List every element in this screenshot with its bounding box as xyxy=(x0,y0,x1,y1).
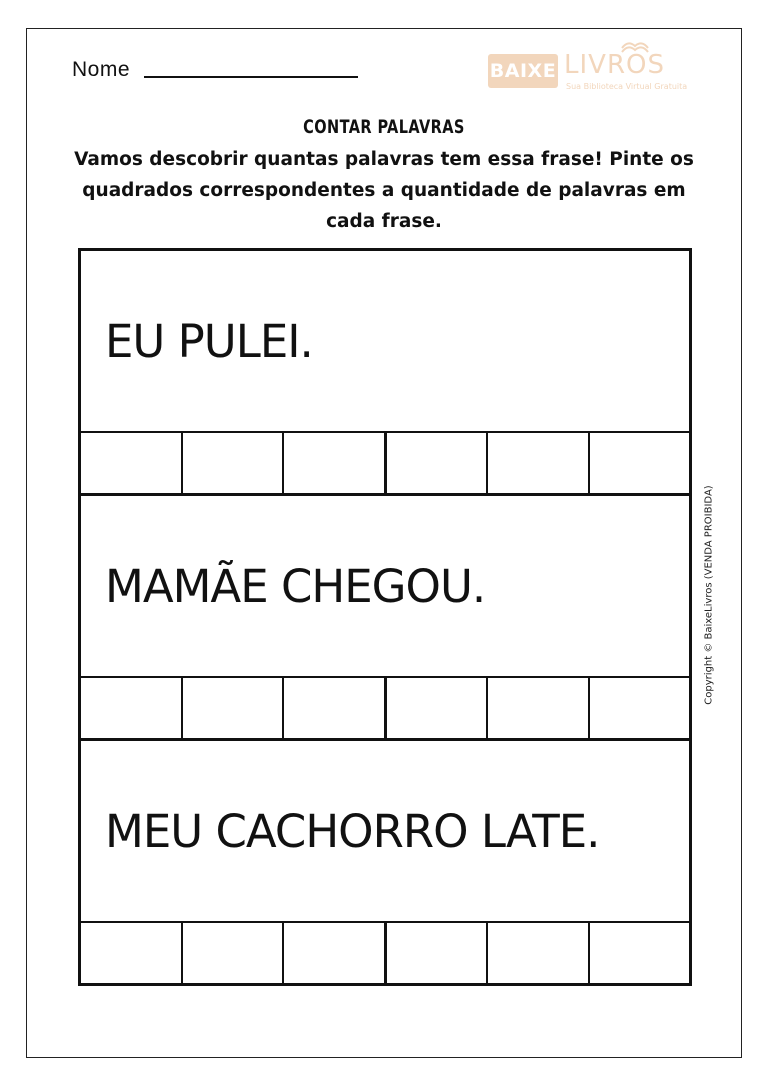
count-square[interactable] xyxy=(488,433,590,493)
count-square[interactable] xyxy=(81,678,183,738)
logo-main-text: LIVROS xyxy=(564,50,665,80)
exercise-block-2 xyxy=(81,496,689,741)
count-square[interactable] xyxy=(284,923,387,983)
exercise-block-3 xyxy=(81,741,689,983)
count-square[interactable] xyxy=(284,678,387,738)
exercise-block-1 xyxy=(81,251,689,496)
count-square[interactable] xyxy=(590,678,690,738)
sentence-1: EU PULEI. xyxy=(81,251,689,433)
sentence-2: MAMÃE CHEGOU. xyxy=(81,496,689,678)
baixe-livros-logo xyxy=(488,40,688,96)
count-square[interactable] xyxy=(183,678,285,738)
name-label: Nome xyxy=(72,58,131,81)
count-squares-1 xyxy=(81,433,689,493)
count-squares-3 xyxy=(81,923,689,983)
count-square[interactable] xyxy=(183,433,285,493)
logo-box-text: BAIXE xyxy=(488,54,558,88)
logo-tagline: Sua Biblioteca Virtual Gratuita xyxy=(566,82,688,91)
sentence-3: MEU CACHORRO LATE. xyxy=(81,741,689,923)
exercise-table xyxy=(78,248,692,986)
count-square[interactable] xyxy=(183,923,285,983)
count-square[interactable] xyxy=(488,678,590,738)
worksheet-instructions: Vamos descobrir quantas palavras tem essa frase! Pinte os quadrados correspondentes a quantidade de palavras em cada frase. xyxy=(74,149,694,232)
count-square[interactable] xyxy=(387,923,489,983)
count-square[interactable] xyxy=(81,433,183,493)
count-square[interactable] xyxy=(590,433,690,493)
count-square[interactable] xyxy=(387,678,489,738)
worksheet-title: CONTAR PALAVRAS xyxy=(303,116,465,138)
count-squares-2 xyxy=(81,678,689,738)
count-square[interactable] xyxy=(387,433,489,493)
count-square[interactable] xyxy=(488,923,590,983)
count-square[interactable] xyxy=(81,923,183,983)
count-square[interactable] xyxy=(284,433,387,493)
count-square[interactable] xyxy=(590,923,690,983)
name-field-row xyxy=(72,58,358,82)
copyright-text: Copyright © BaixeLivros (VENDA PROIBIDA) xyxy=(703,485,715,705)
name-blank-line xyxy=(144,76,358,78)
